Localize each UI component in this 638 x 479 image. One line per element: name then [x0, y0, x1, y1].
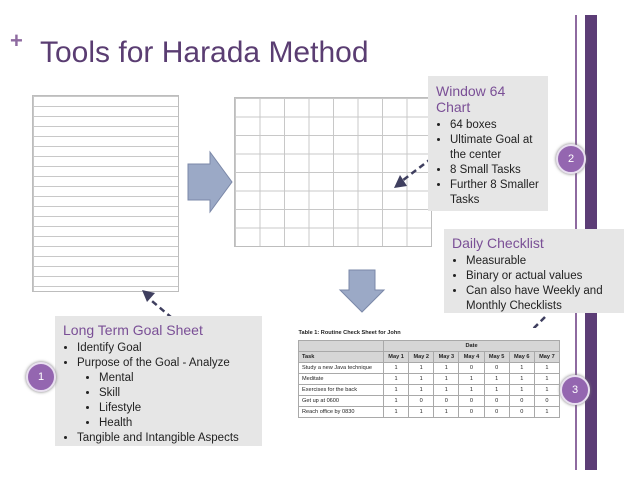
check-cell: 1: [409, 374, 434, 385]
check-cell: 1: [434, 374, 459, 385]
list-item: • Binary or actual values: [466, 269, 616, 284]
check-cell: 0: [484, 363, 509, 374]
check-cell: 0: [434, 396, 459, 407]
day-header: May 5: [484, 352, 509, 363]
down-arrow-icon: [340, 270, 384, 312]
check-cell: 1: [509, 385, 534, 396]
check-cell: 1: [384, 363, 409, 374]
list-item: [77, 356, 254, 431]
check-cell: 0: [459, 407, 484, 418]
sub-list-item: • Mental: [99, 371, 254, 386]
plus-mark: +: [10, 28, 23, 53]
step-badge-3: 3: [560, 375, 590, 405]
date-header: Date: [384, 341, 560, 352]
step-badge-2: 2: [556, 144, 586, 174]
check-cell: 0: [534, 396, 559, 407]
task-cell: Exercises for the back: [299, 385, 384, 396]
list-item: • Tangible and Intangible Aspects: [77, 431, 254, 446]
check-cell: 1: [409, 385, 434, 396]
check-cell: 1: [384, 385, 409, 396]
sub-list-item: • Skill: [99, 386, 254, 401]
check-cell: 0: [509, 396, 534, 407]
check-cell: 0: [459, 396, 484, 407]
task-header: Task: [299, 352, 384, 363]
list-item: • 64 boxes: [450, 118, 540, 133]
check-cell: 0: [484, 407, 509, 418]
check-cell: 0: [409, 396, 434, 407]
check-cell: 1: [534, 374, 559, 385]
check-cell: 0: [459, 363, 484, 374]
dashed-pointer-1: [146, 296, 172, 318]
list-item: • 8 Small Tasks: [450, 163, 540, 178]
check-cell: 0: [509, 407, 534, 418]
check-cell: 1: [384, 374, 409, 385]
sub-list-item: • Health: [99, 416, 254, 431]
check-cell: 1: [484, 385, 509, 396]
check-cell: 1: [534, 407, 559, 418]
sub-list-item: • Lifestyle: [99, 401, 254, 416]
day-header: May 4: [459, 352, 484, 363]
step-badge-1: 1: [26, 362, 56, 392]
check-cell: 1: [384, 407, 409, 418]
long-term-goal-heading: Long Term Goal Sheet: [63, 322, 203, 338]
check-cell: 1: [434, 363, 459, 374]
check-cell: 1: [484, 374, 509, 385]
list-item-text: Purpose of the Goal - Analyze: [77, 356, 230, 369]
table-header-blank: [299, 341, 384, 352]
right-arrow-icon: [188, 152, 232, 212]
list-item: • Ultimate Goal at the center: [450, 133, 540, 163]
table-row: [299, 374, 560, 385]
check-cell: 1: [409, 407, 434, 418]
table-row: [299, 385, 560, 396]
check-cell: 1: [459, 374, 484, 385]
task-cell: Get up at 0600: [299, 396, 384, 407]
table-caption: Table 1: Routine Check Sheet for John: [299, 328, 560, 341]
task-cell: Meditate: [299, 374, 384, 385]
check-cell: 1: [534, 385, 559, 396]
routine-check-table: [298, 328, 560, 418]
check-cell: 1: [509, 363, 534, 374]
check-cell: 1: [384, 396, 409, 407]
daily-checklist-callout: [444, 229, 624, 313]
day-header: May 2: [409, 352, 434, 363]
check-cell: 1: [509, 374, 534, 385]
task-cell: Study a new Java technique: [299, 363, 384, 374]
window64-heading: Window 64 Chart: [436, 83, 506, 115]
list-item: • Can also have Weekly and Monthly Checklists: [466, 284, 616, 314]
check-cell: 1: [459, 385, 484, 396]
table-row: [299, 396, 560, 407]
daily-checklist-heading: Daily Checklist: [452, 235, 544, 251]
day-header: May 7: [534, 352, 559, 363]
table-row: [299, 363, 560, 374]
check-cell: 1: [409, 363, 434, 374]
day-header: May 1: [384, 352, 409, 363]
page-title: Tools for Harada Method: [40, 36, 369, 69]
long-term-goal-callout: [55, 316, 262, 446]
check-cell: 1: [534, 363, 559, 374]
table-row: [299, 407, 560, 418]
list-item: • Further 8 Smaller Tasks: [450, 178, 540, 208]
list-item: • Identify Goal: [77, 341, 254, 356]
day-header: May 6: [509, 352, 534, 363]
check-cell: 0: [484, 396, 509, 407]
day-header: May 3: [434, 352, 459, 363]
check-cell: 1: [434, 385, 459, 396]
window64-callout: [428, 76, 548, 211]
check-cell: 1: [434, 407, 459, 418]
task-cell: Reach office by 0830: [299, 407, 384, 418]
list-item: • Measurable: [466, 254, 616, 269]
